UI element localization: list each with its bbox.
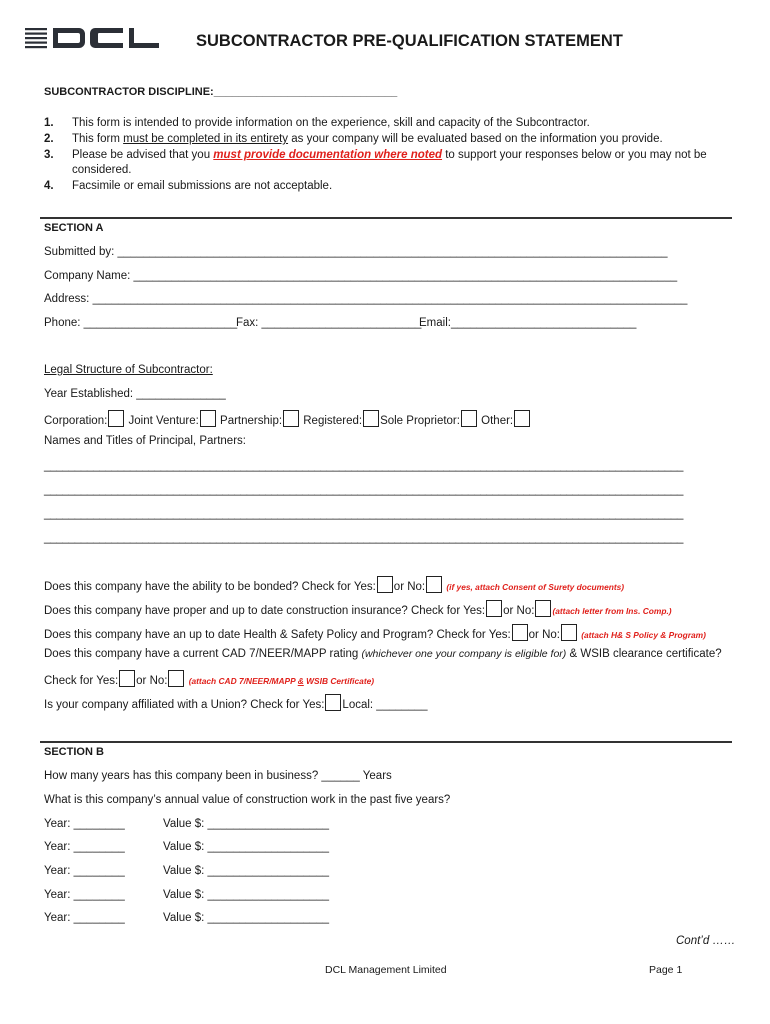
instruction-text-part: to support your responses below or you may not be xyxy=(442,149,707,161)
discipline-field[interactable]: ______________________________ xyxy=(213,86,398,98)
joint-venture-label: Joint Venture: xyxy=(128,415,199,427)
cad-question-italic: (whichever one your company is eligible for) xyxy=(361,648,567,660)
partnership-checkbox[interactable] xyxy=(283,410,299,427)
email-field[interactable]: Email:_____________________________ xyxy=(419,317,637,329)
legal-structure-heading: Legal Structure of Subcontractor: xyxy=(44,364,213,376)
insurance-note: (attach letter from Ins. Comp.) xyxy=(552,606,672,616)
sole-proprietor-label: Sole Proprietor: xyxy=(380,415,460,427)
footer-company: DCL Management Limited xyxy=(325,964,447,976)
phone-field[interactable]: Phone: ________________________ xyxy=(44,317,238,329)
page-title: SUBCONTRACTOR PRE-QUALIFICATION STATEMENT xyxy=(196,32,623,50)
legal-structure-options xyxy=(44,410,531,427)
year-field[interactable]: Year: ________ xyxy=(44,841,125,853)
names-titles-label: Names and Titles of Principal, Partners: xyxy=(44,435,246,447)
partnership-label: Partnership: xyxy=(220,415,283,427)
cad-note-text: (attach CAD 7/NEER/MAPP xyxy=(188,676,298,686)
cad-yes-checkbox[interactable] xyxy=(119,670,135,687)
sole-proprietor-checkbox[interactable] xyxy=(461,410,477,427)
value-field[interactable]: Value $: ___________________ xyxy=(163,912,330,924)
value-field[interactable]: Value $: ___________________ xyxy=(163,818,330,830)
joint-venture-checkbox[interactable] xyxy=(200,410,216,427)
company-name-field[interactable]: Company Name: _____________________________________________________________________________________ xyxy=(44,270,678,282)
insurance-yes-checkbox[interactable] xyxy=(486,600,502,617)
discipline-label-text: SUBCONTRACTOR DISCIPLINE: xyxy=(44,86,214,98)
union-yes-checkbox[interactable] xyxy=(325,694,341,711)
cad-note-amp: & xyxy=(297,676,304,686)
health-safety-question-text: Does this company have an up to date Health & Safety Policy and Program? Check for Yes: xyxy=(44,629,511,641)
instruction-text-part: as your company will be evaluated based on the information you provide. xyxy=(288,133,663,145)
year-established-field[interactable]: Year Established: ______________ xyxy=(44,388,226,400)
health-safety-note: (attach H& S Policy & Program) xyxy=(581,630,706,640)
instruction-text: Facsimile or email submissions are not acceptable. xyxy=(72,180,333,192)
bonded-question xyxy=(44,576,624,593)
instruction-text xyxy=(72,133,663,145)
insurance-question-text: Does this company have proper and up to date construction insurance? Check for Yes: xyxy=(44,605,486,617)
instruction-number: 2. xyxy=(44,133,54,145)
other-label: Other: xyxy=(481,415,514,427)
dcl-logo xyxy=(25,24,160,54)
cad-question-text: Does this company have a current CAD 7/NEER/MAPP rating xyxy=(44,648,362,660)
health-safety-no-checkbox[interactable] xyxy=(561,624,577,641)
union-question xyxy=(44,694,427,711)
discipline-label xyxy=(44,86,397,98)
other-checkbox[interactable] xyxy=(514,410,530,427)
section-b-title: SECTION B xyxy=(44,746,104,758)
or-no-label: or No: xyxy=(528,629,560,641)
or-no-label: or No: xyxy=(503,605,535,617)
annual-value-question: What is this company’s annual value of construction work in the past five years? xyxy=(44,794,451,806)
footer-page-number: Page 1 xyxy=(649,964,683,976)
corporation-label: Corporation: xyxy=(44,415,108,427)
corporation-checkbox[interactable] xyxy=(108,410,124,427)
instruction-text-part: Please be advised that you xyxy=(72,149,214,161)
union-local-field[interactable]: Local: ________ xyxy=(342,699,428,711)
insurance-question xyxy=(44,600,672,617)
instruction-underlined: must be completed in its entirety xyxy=(123,133,289,145)
bonded-question-text: Does this company have the ability to be bonded? Check for Yes: xyxy=(44,581,376,593)
instruction-continuation: considered. xyxy=(72,164,132,176)
address-field[interactable]: Address: _____________________________________________________________________________________________ xyxy=(44,293,688,305)
fax-field[interactable]: Fax: _________________________ xyxy=(236,317,422,329)
section-a-title: SECTION A xyxy=(44,222,104,234)
instruction-emphasis: must provide documentation where noted xyxy=(213,149,443,161)
union-question-text: Is your company affiliated with a Union? Check for Yes: xyxy=(44,699,325,711)
instruction-text-part: This form xyxy=(72,133,124,145)
registered-label: Registered: xyxy=(303,415,363,427)
registered-checkbox[interactable] xyxy=(363,410,379,427)
section-b-divider xyxy=(40,741,732,743)
year-field[interactable]: Year: ________ xyxy=(44,865,125,877)
continued-note: Cont’d …… xyxy=(676,935,736,947)
value-field[interactable]: Value $: ___________________ xyxy=(163,841,330,853)
year-field[interactable]: Year: ________ xyxy=(44,912,125,924)
names-line[interactable]: ________________________________________________________________________________________________________ xyxy=(44,484,684,496)
instruction-text xyxy=(72,149,707,161)
or-no-label: or No: xyxy=(136,675,168,687)
names-line[interactable]: ________________________________________________________________________________________________________ xyxy=(44,532,684,544)
instruction-text: This form is intended to provide information on the experience, skill and capacity of the Subcontractor. xyxy=(72,117,590,129)
instruction-number: 1. xyxy=(44,117,54,129)
cad-no-checkbox[interactable] xyxy=(168,670,184,687)
check-yes-label: Check for Yes: xyxy=(44,675,119,687)
cad-note-text-end: WSIB Certificate) xyxy=(303,676,375,686)
years-in-business-field[interactable]: How many years has this company been in business? ______ Years xyxy=(44,770,392,782)
names-line[interactable]: ________________________________________________________________________________________________________ xyxy=(44,508,684,520)
bonded-note: (if yes, attach Consent of Surety documents) xyxy=(446,582,625,592)
insurance-no-checkbox[interactable] xyxy=(535,600,551,617)
dcl-logo-graphic xyxy=(25,24,160,54)
bonded-yes-checkbox[interactable] xyxy=(377,576,393,593)
health-safety-yes-checkbox[interactable] xyxy=(512,624,528,641)
year-field[interactable]: Year: ________ xyxy=(44,818,125,830)
cad-answer xyxy=(44,670,374,687)
section-a-divider xyxy=(40,217,732,219)
cad-note xyxy=(189,676,374,686)
cad-question-text-end: & WSIB clearance certificate? xyxy=(566,648,722,660)
value-field[interactable]: Value $: ___________________ xyxy=(163,889,330,901)
bonded-no-checkbox[interactable] xyxy=(426,576,442,593)
health-safety-question xyxy=(44,624,706,641)
value-field[interactable]: Value $: ___________________ xyxy=(163,865,330,877)
cad-question xyxy=(44,648,722,660)
submitted-by-field[interactable]: Submitted by: ______________________________________________________________________________________ xyxy=(44,246,668,258)
or-no-label: or No: xyxy=(393,581,426,593)
instruction-number: 3. xyxy=(44,149,54,161)
names-line[interactable]: ________________________________________________________________________________________________________ xyxy=(44,460,684,472)
year-field[interactable]: Year: ________ xyxy=(44,889,125,901)
instruction-number: 4. xyxy=(44,180,54,192)
